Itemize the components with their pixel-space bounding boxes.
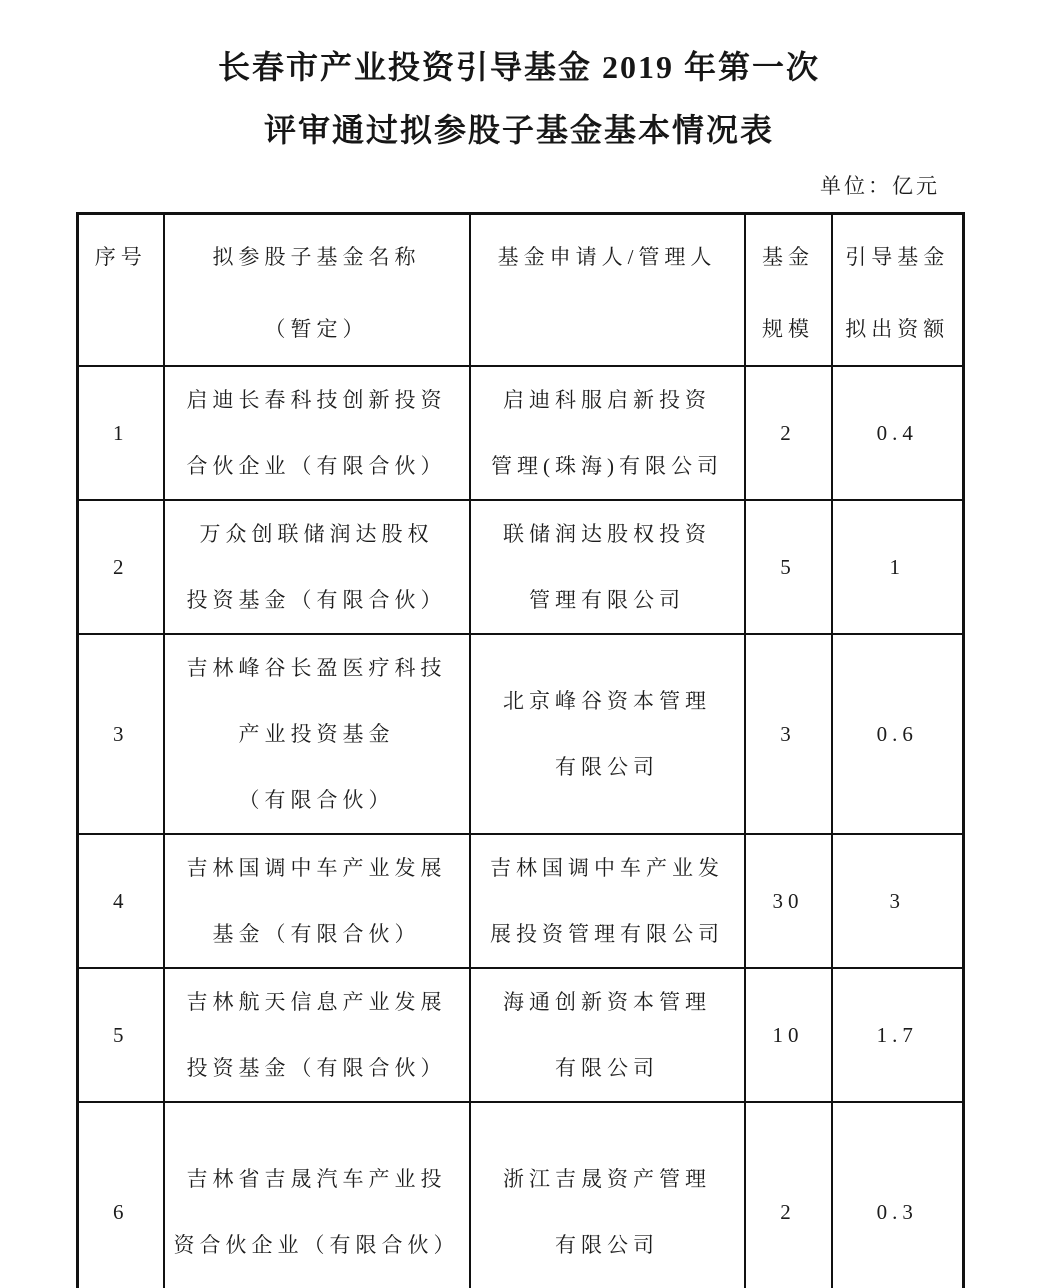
table-row — [78, 968, 964, 1102]
cell-manager: 浙江吉晟资产管理 有限公司 — [470, 1102, 745, 1288]
cell-no: 2 — [78, 500, 164, 634]
cell-scale: 2 — [745, 366, 832, 500]
cell-manager: 启迪科服启新投资 管理(珠海)有限公司 — [470, 366, 745, 500]
cell-amount: 0.3 — [832, 1102, 964, 1288]
fund-table — [76, 212, 965, 1288]
cell-amount: 0.6 — [832, 634, 964, 834]
table-row — [78, 634, 964, 834]
cell-no: 6 — [78, 1102, 164, 1288]
cell-fund-name: 万众创联储润达股权 投资基金（有限合伙） — [164, 500, 470, 634]
cell-no: 1 — [78, 366, 164, 500]
cell-no: 5 — [78, 968, 164, 1102]
page-title — [0, 0, 1038, 162]
table-row — [78, 500, 964, 634]
page-title-line2: 评审通过拟参股子基金基本情况表 — [263, 112, 774, 148]
table-row — [78, 1102, 964, 1288]
cell-no: 4 — [78, 834, 164, 968]
cell-fund-name: 吉林国调中车产业发展 基金（有限合伙） — [164, 834, 470, 968]
table-row — [78, 834, 964, 968]
cell-amount: 0.4 — [832, 366, 964, 500]
header-no: 序号 — [78, 214, 164, 367]
table-header-row — [78, 214, 964, 367]
cell-manager: 联储润达股权投资 管理有限公司 — [470, 500, 745, 634]
cell-scale: 30 — [745, 834, 832, 968]
cell-fund-name: 吉林峰谷长盈医疗科技 产业投资基金 （有限合伙） — [164, 634, 470, 834]
header-manager: 基金申请人/管理人 — [470, 214, 745, 367]
cell-fund-name: 启迪长春科技创新投资 合伙企业（有限合伙） — [164, 366, 470, 500]
unit-note: 单位：亿元 — [820, 174, 940, 198]
page-title-line1: 长春市产业投资引导基金 2019 年第一次 — [217, 49, 820, 85]
header-amount: 引导基金 拟出资额 — [832, 214, 964, 367]
cell-amount: 3 — [832, 834, 964, 968]
cell-amount: 1 — [832, 500, 964, 634]
cell-fund-name: 吉林航天信息产业发展 投资基金（有限合伙） — [164, 968, 470, 1102]
cell-scale: 5 — [745, 500, 832, 634]
cell-fund-name: 吉林省吉晟汽车产业投 资合伙企业（有限合伙） — [164, 1102, 470, 1288]
cell-scale: 2 — [745, 1102, 832, 1288]
cell-no: 3 — [78, 634, 164, 834]
table-row — [78, 366, 964, 500]
header-scale: 基金 规模 — [745, 214, 832, 367]
cell-manager: 海通创新资本管理 有限公司 — [470, 968, 745, 1102]
cell-scale: 10 — [745, 968, 832, 1102]
header-fund-name: 拟参股子基金名称 （暂定） — [164, 214, 470, 367]
cell-manager: 吉林国调中车产业发 展投资管理有限公司 — [470, 834, 745, 968]
cell-amount: 1.7 — [832, 968, 964, 1102]
cell-scale: 3 — [745, 634, 832, 834]
cell-manager: 北京峰谷资本管理 有限公司 — [470, 634, 745, 834]
